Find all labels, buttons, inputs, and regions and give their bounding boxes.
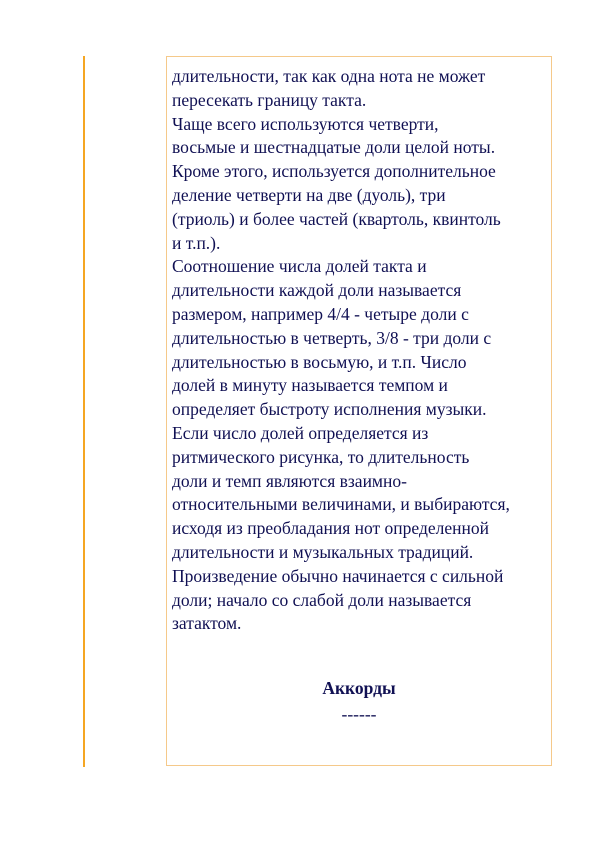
text-line: (триоль) и более частей (квартоль, квинтоль [172,208,501,229]
text-line: затактом. [172,613,242,634]
text-line: ритмического рисунка, то длительность [172,446,470,467]
text-line: исходя из преобладания нот определенной [172,518,489,539]
text-line: пересекать границу такта. [172,89,367,110]
margin-accent-line [83,56,85,767]
text-line: Если число долей определяется из [172,422,429,443]
text-line: определяет быстроту исполнения музыки. [172,399,487,420]
heading-separator: ------ [341,704,377,724]
text-line: Произведение обычно начинается с сильной [172,565,504,586]
body-text [172,65,550,636]
text-line: долей в минуту называется темпом и [172,375,448,396]
text-line: длительностью в восьмую, и т.п. Число [172,351,467,372]
text-line: Кроме этого, используется дополнительное [172,161,496,182]
text-line: размером, например 4/4 - четыре доли с [172,303,469,324]
section-heading: Аккорды [322,678,396,698]
text-line: длительности и музыкальных традиций. [172,541,474,562]
text-line: деление четверти на две (дуоль), три [172,184,446,205]
text-line: длительностью в четверть, 3/8 - три доли с [172,327,492,348]
text-line: длительности каждой доли называется [172,280,462,301]
text-line: и т.п.). [172,232,221,253]
text-line: доли и темп являются взаимно- [172,470,407,491]
text-line: Чаще всего используются четверти, [172,113,439,134]
text-line: восьмые и шестнадцатые доли целой ноты. [172,137,496,158]
text-line: относительными величинами, и выбираются, [172,494,510,515]
text-line: Соотношение числа долей такта и [172,256,427,277]
text-line: длительности, так как одна нота не может [172,66,486,86]
text-line: доли; начало со слабой доли называется [172,589,472,610]
